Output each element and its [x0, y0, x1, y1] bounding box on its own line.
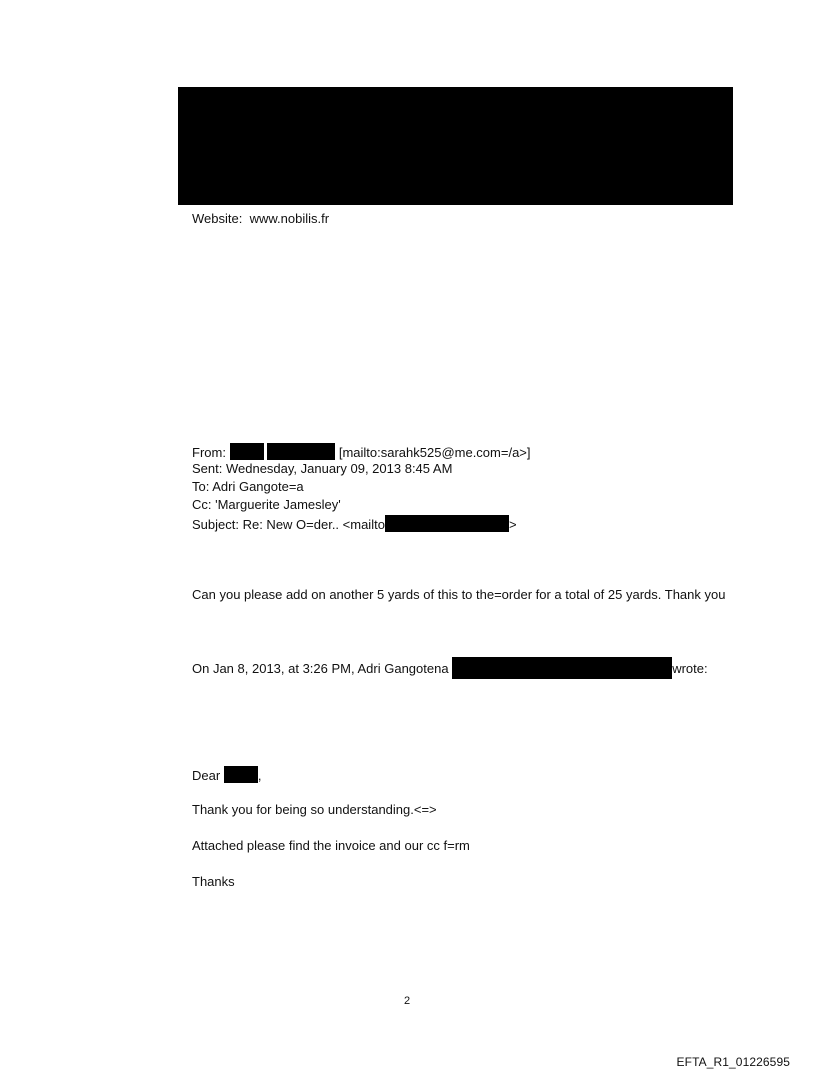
- salutation-punct: ,: [257, 768, 262, 783]
- document-id: EFTA_R1_01226595: [676, 1055, 790, 1069]
- website-link[interactable]: www.nobilis.fr: [249, 211, 330, 226]
- from-mailto[interactable]: [mailto:sarahk525@me.com=/a>]: [338, 445, 531, 460]
- website-line: [192, 211, 329, 227]
- cc-line: Cc: 'Marguerite Jamesley': [192, 497, 341, 512]
- subject-suffix: >: [508, 517, 517, 532]
- subject-prefix: Subject: Re: New O=der.. <mailto: [192, 517, 385, 532]
- quote-intro: [192, 657, 708, 679]
- salutation-line: [192, 766, 261, 784]
- redaction-recipient-name: [224, 766, 258, 783]
- body-line-1: Thank you for being so understanding.<=>: [192, 802, 437, 817]
- body-line-2: Attached please find the invoice and our cc f=rm: [192, 838, 470, 853]
- redaction-sender-first: [230, 443, 264, 460]
- redaction-block-header: [178, 87, 733, 205]
- from-line: [192, 443, 531, 461]
- quote-intro-before: On Jan 8, 2013, at 3:26 PM, Adri Gangotena: [192, 661, 449, 676]
- sent-line: Sent: Wednesday, January 09, 2013 8:45 AM: [192, 461, 453, 476]
- salutation-word: Dear: [192, 768, 221, 783]
- page-number: 2: [404, 995, 411, 1007]
- redaction-sender-last: [267, 443, 335, 460]
- to-line: To: Adri Gangote=a: [192, 479, 304, 494]
- website-label: Website:: [192, 211, 243, 226]
- redaction-subject-email: [385, 515, 509, 532]
- closing-line: Thanks: [192, 874, 235, 889]
- subject-line: [192, 515, 517, 533]
- from-label: From:: [192, 445, 226, 460]
- redaction-quote-email: [452, 657, 672, 679]
- quote-intro-after: wrote:: [672, 661, 708, 676]
- request-text: Can you please add on another 5 yards of this to the=order for a total of 25 yards. Thank you: [192, 587, 726, 602]
